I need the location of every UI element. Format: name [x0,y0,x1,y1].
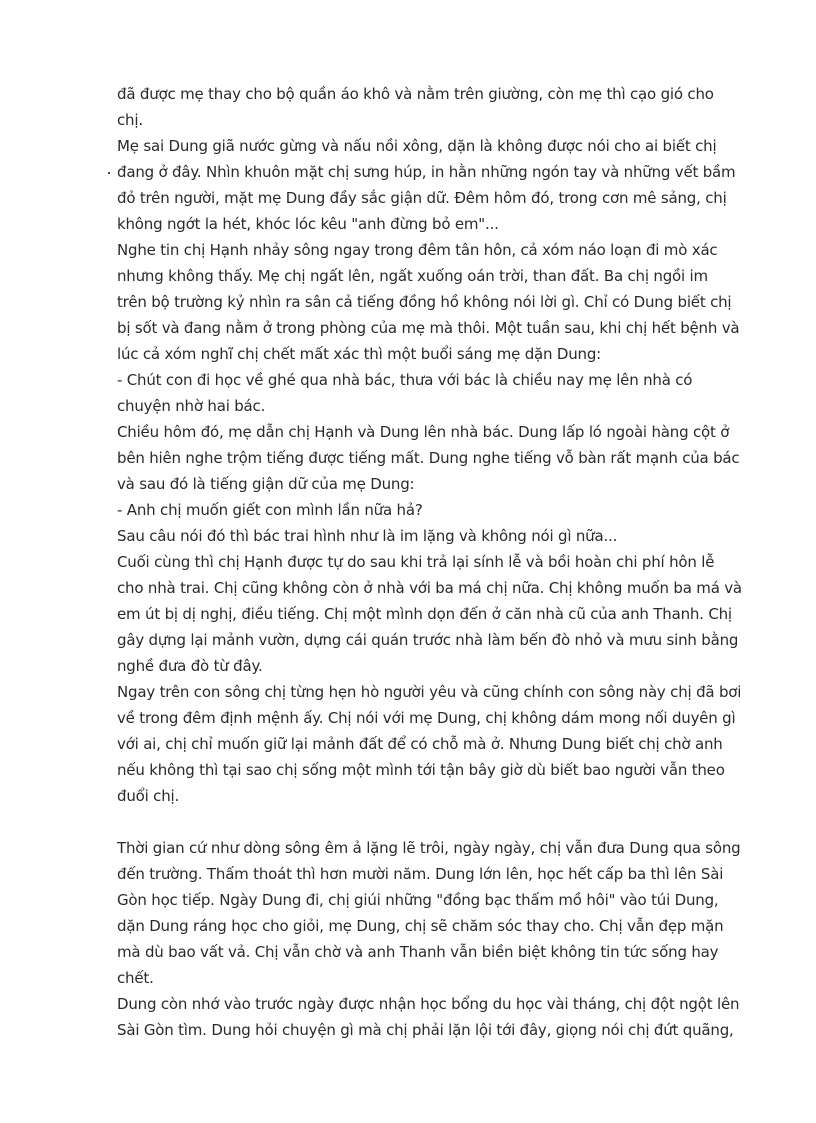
paragraph: Chiều hôm đó, mẹ dẫn chị Hạnh và Dung lên nhà bác. Dung lấp ló ngoài hàng cột ở bên hiên nghe trộm tiếng được tiếng mất. Dung nghe tiếng vỗ bàn rất mạnh của bác và sau đó là tiếng giận dữ của mẹ Dung: [117,423,740,493]
paragraph: Dung còn nhớ vào trước ngày được nhận học bổng du học vài tháng, chị đột ngột lên Sài Gòn tìm. Dung hỏi chuyện gì mà chị phải lặn lội tới đây, giọng nói chị đứt quãng, [117,995,740,1039]
paragraph: Ngay trên con sông chị từng hẹn hò người yêu và cũng chính con sông này chị đã bơi về trong đêm định mệnh ấy. Chị nói với mẹ Dung, chị không dám mong nối duyên gì với ai, chị chỉ muốn giữ lại mảnh đất để có chỗ mà ở. Nhưng Dung biết chị chờ anh nếu không thì tại sao chị sống một mình tới tận bây giờ dù biết bao người vẫn theo đuổi chị. [117,683,742,805]
paragraph: Cuối cùng thì chị Hạnh được tự do sau khi trả lại sính lễ và bồi hoàn chi phí hôn lễ cho nhà trai. Chị cũng không còn ở nhà với ba má chị nữa. Chị không muốn ba má và em út bị dị nghị, điều tiếng. Chị một mình dọn đến ở căn nhà cũ của anh Thanh. Chị gây dựng lại mảnh vườn, dựng cái quán trước nhà làm bến đò nhỏ và mưu sinh bằng nghề đưa đò từ đây. [117,553,742,675]
stray-mark [108,172,110,174]
paragraph: Mẹ sai Dung giã nước gừng và nấu nồi xông, dặn là không được nói cho ai biết chị đang ở đây. Nhìn khuôn mặt chị sưng húp, in hằn những ngón tay và những vết bầm đỏ trên người, mặt mẹ Dung đầy sắc giận dữ. Đêm hôm đó, trong cơn mê sảng, chị không ngớt la hét, khóc lóc kêu "anh đừng bỏ em"... [117,137,736,233]
paragraph: Thời gian cứ như dòng sông êm ả lặng lẽ trôi, ngày ngày, chị vẫn đưa Dung qua sông đến trường. Thấm thoát thì hơn mười năm. Dung lớn lên, học hết cấp ba thì lên Sài Gòn học tiếp. Ngày Dung đi, chị giúi những "đồng bạc thấm mồ hôi" vào túi Dung, dặn Dung ráng học cho giỏi, mẹ Dung, chị sẽ chăm sóc thay cho. Chị vẫn đẹp mặn mà dù bao vất vả. Chị vẫn chờ và anh Thanh vẫn biền biệt không tin tức sống hay chết. [117,839,741,987]
paragraph: Sau câu nói đó thì bác trai hình như là im lặng và không nói gì nữa... [117,527,618,545]
dialogue-line: - Anh chị muốn giết con mình lần nữa hả? [117,501,423,519]
blank-line [117,809,742,835]
paragraph: đã được mẹ thay cho bộ quần áo khô và nằm trên giường, còn mẹ thì cạo gió cho chị. [117,85,714,129]
dialogue-line: - Chút con đi học về ghé qua nhà bác, thưa với bác là chiều nay mẹ lên nhà có chuyện nhờ hai bác. [117,371,693,415]
paragraph: Nghe tin chị Hạnh nhảy sông ngay trong đêm tân hôn, cả xóm náo loạn đi mò xác nhưng không thấy. Mẹ chị ngất lên, ngất xuống oán trời, than đất. Ba chị ngồi im trên bộ trường kỷ nhìn ra sân cả tiếng đồng hồ không nói lời gì. Chỉ có Dung biết chị bị sốt và đang nằm ở trong phòng của mẹ mà thôi. Một tuần sau, khi chị hết bệnh và lúc cả xóm nghĩ chị chết mất xác thì một buổi sáng mẹ dặn Dung: [117,241,740,363]
story-text [117,81,742,1043]
